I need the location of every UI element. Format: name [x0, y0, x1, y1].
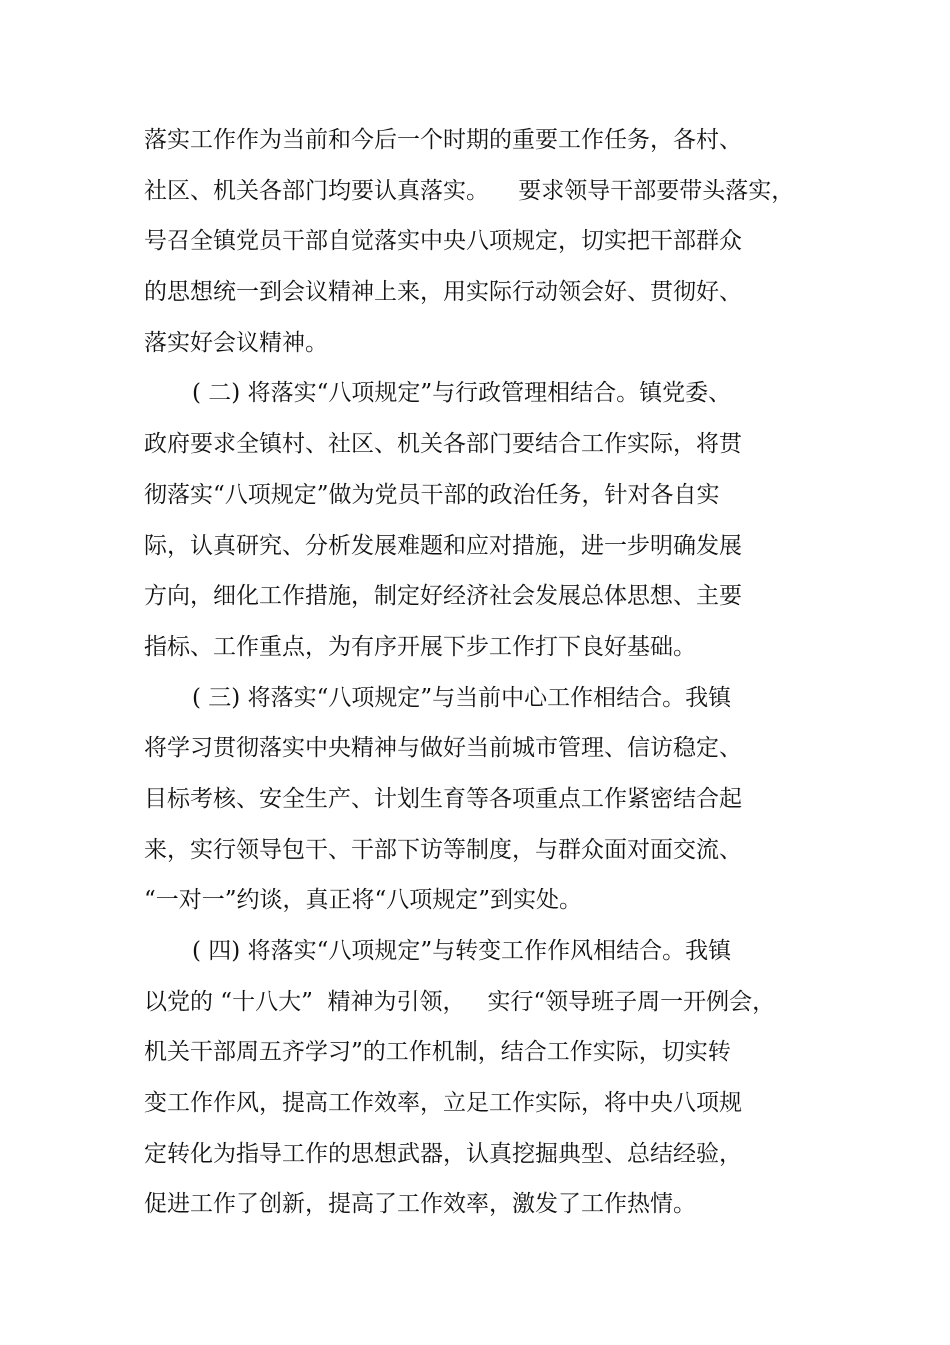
paragraph-start-line: ( 二) 将落实“八项规定”与行政管理相结合。镇党委、: [192, 380, 732, 407]
text-line: 目标考核、安全生产、计划生育等各项重点工作紧密结合起: [144, 785, 742, 812]
text-line: “一对一”约谈，真正将“八项规定”到实处。: [144, 887, 583, 914]
body-text: [144, 124, 804, 1239]
text-line: 际，认真研究、分析发展难题和应对措施，进一步明确发展: [144, 532, 742, 559]
text-line: 来，实行领导包干、干部下访等制度，与群众面对面交流、: [144, 836, 742, 863]
text-line: 号召全镇党员干部自觉落实中央八项规定，切实把干部群众: [144, 228, 742, 255]
text-line: 指标、工作重点，为有序开展下步工作打下良好基础。: [144, 633, 696, 660]
text-line: 变工作作风，提高工作效率，立足工作实际，将中央八项规: [144, 1090, 742, 1117]
text-line: 促进工作了创新，提高了工作效率，激发了工作热情。: [144, 1191, 696, 1218]
text-line: 的思想统一到会议精神上来，用实际行动领会好、贯彻好、: [144, 279, 742, 306]
text-line: 机关干部周五齐学习”的工作机制，结合工作实际，切实转: [144, 1039, 731, 1066]
text-line: 方向，细化工作措施，制定好经济社会发展总体思想、主要: [144, 583, 742, 610]
text-line: 彻落实“八项规定”做为党员干部的政治任务，针对各自实: [144, 481, 720, 508]
text-line: 定转化为指导工作的思想武器，认真挖掘典型、总结经验，: [144, 1140, 742, 1167]
text-line: 落实工作作为当前和今后一个时期的重要工作任务，各村、: [144, 127, 742, 153]
paragraph-start-line: ( 四) 将落实“八项规定”与转变工作作风相结合。我镇: [192, 938, 732, 964]
text-line: 以党的 “十八大” 精神为引领， 实行“领导班子周一开例会，: [144, 988, 776, 1015]
paragraph-start-line: ( 三) 将落实“八项规定”与当前中心工作相结合。我镇: [192, 684, 732, 711]
text-line: 政府要求全镇村、社区、机关各部门要结合工作实际，将贯: [144, 431, 742, 458]
text-line: 落实好会议精神。: [144, 329, 328, 356]
text-line: 将学习贯彻落实中央精神与做好当前城市管理、信访稳定、: [144, 735, 742, 762]
text-line: 社区、机关各部门均要认真落实。 要求领导干部要带头落实，: [144, 177, 795, 204]
